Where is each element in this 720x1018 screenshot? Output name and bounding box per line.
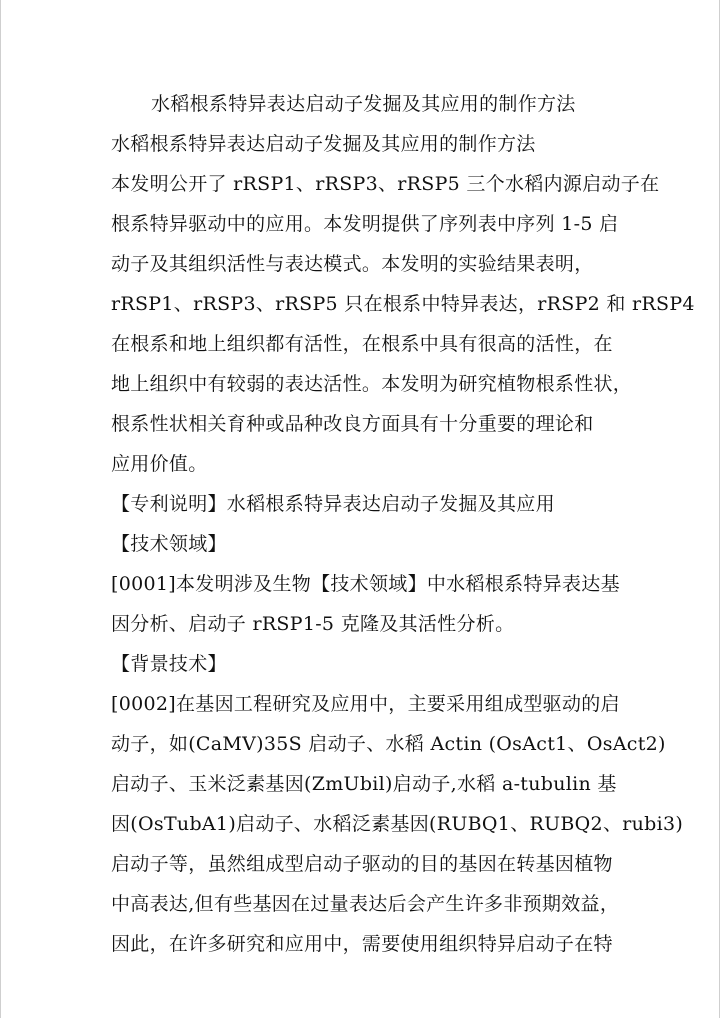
- tech-field-heading: 【技术领域】: [111, 533, 227, 555]
- abstract-line: 根系性状相关育种或品种改良方面具有十分重要的理论和: [111, 413, 594, 435]
- background-heading: 【背景技术】: [111, 653, 227, 675]
- abstract-line: 应用价值。: [111, 453, 208, 475]
- paragraph-0001-line: 因分析、启动子 rRSP1-5 克隆及其活性分析。: [111, 613, 515, 635]
- centered-title: 水稻根系特异表达启动子发掘及其应用的制作方法: [151, 93, 576, 115]
- abstract-line: 本发明公开了 rRSP1、rRSP3、rRSP5 三个水稻内源启动子在: [111, 173, 660, 195]
- abstract-line: 地上组织中有较弱的表达活性。本发明为研究植物根系性状，: [111, 373, 633, 395]
- paragraph-0002-line: 因(OsTubA1)启动子、水稻泛素基因(RUBQ1、RUBQ2、rubi3): [111, 813, 684, 835]
- paragraph-0002-line: 启动子、玉米泛素基因(ZmUbil)启动子,水稻 a-tubulin 基: [111, 773, 617, 795]
- patent-heading: 【专利说明】水稻根系特异表达启动子发掘及其应用: [111, 493, 555, 515]
- document-title: 水稻根系特异表达启动子发掘及其应用的制作方法: [111, 133, 536, 155]
- paragraph-0002-line: 启动子等，虽然组成型启动子驱动的目的基因在转基因植物: [111, 853, 613, 875]
- abstract-line: 动子及其组织活性与表达模式。本发明的实验结果表明，: [111, 253, 594, 275]
- paragraph-0002-line: 因此，在许多研究和应用中，需要使用组织特异启动子在特: [111, 933, 613, 955]
- abstract-line: rRSP1、rRSP3、rRSP5 只在根系中特异表达，rRSP2 和 rRSP4: [111, 293, 695, 315]
- paragraph-0002-line: [0002]在基因工程研究及应用中，主要采用组成型驱动的启: [111, 693, 620, 715]
- paragraph-0001-line: [0001]本发明涉及生物【技术领域】中水稻根系特异表达基: [111, 573, 620, 595]
- paragraph-0002-line: 中高表达,但有些基因在过量表达后会产生许多非预期效益，: [111, 893, 620, 915]
- abstract-line: 在根系和地上组织都有活性，在根系中具有很高的活性，在: [111, 333, 613, 355]
- abstract-line: 根系特异驱动中的应用。本发明提供了序列表中序列 1-5 启: [111, 213, 619, 235]
- paragraph-0002-line: 动子，如(CaMV)35S 启动子、水稻 Actin (OsAct1、OsAct2): [111, 733, 666, 755]
